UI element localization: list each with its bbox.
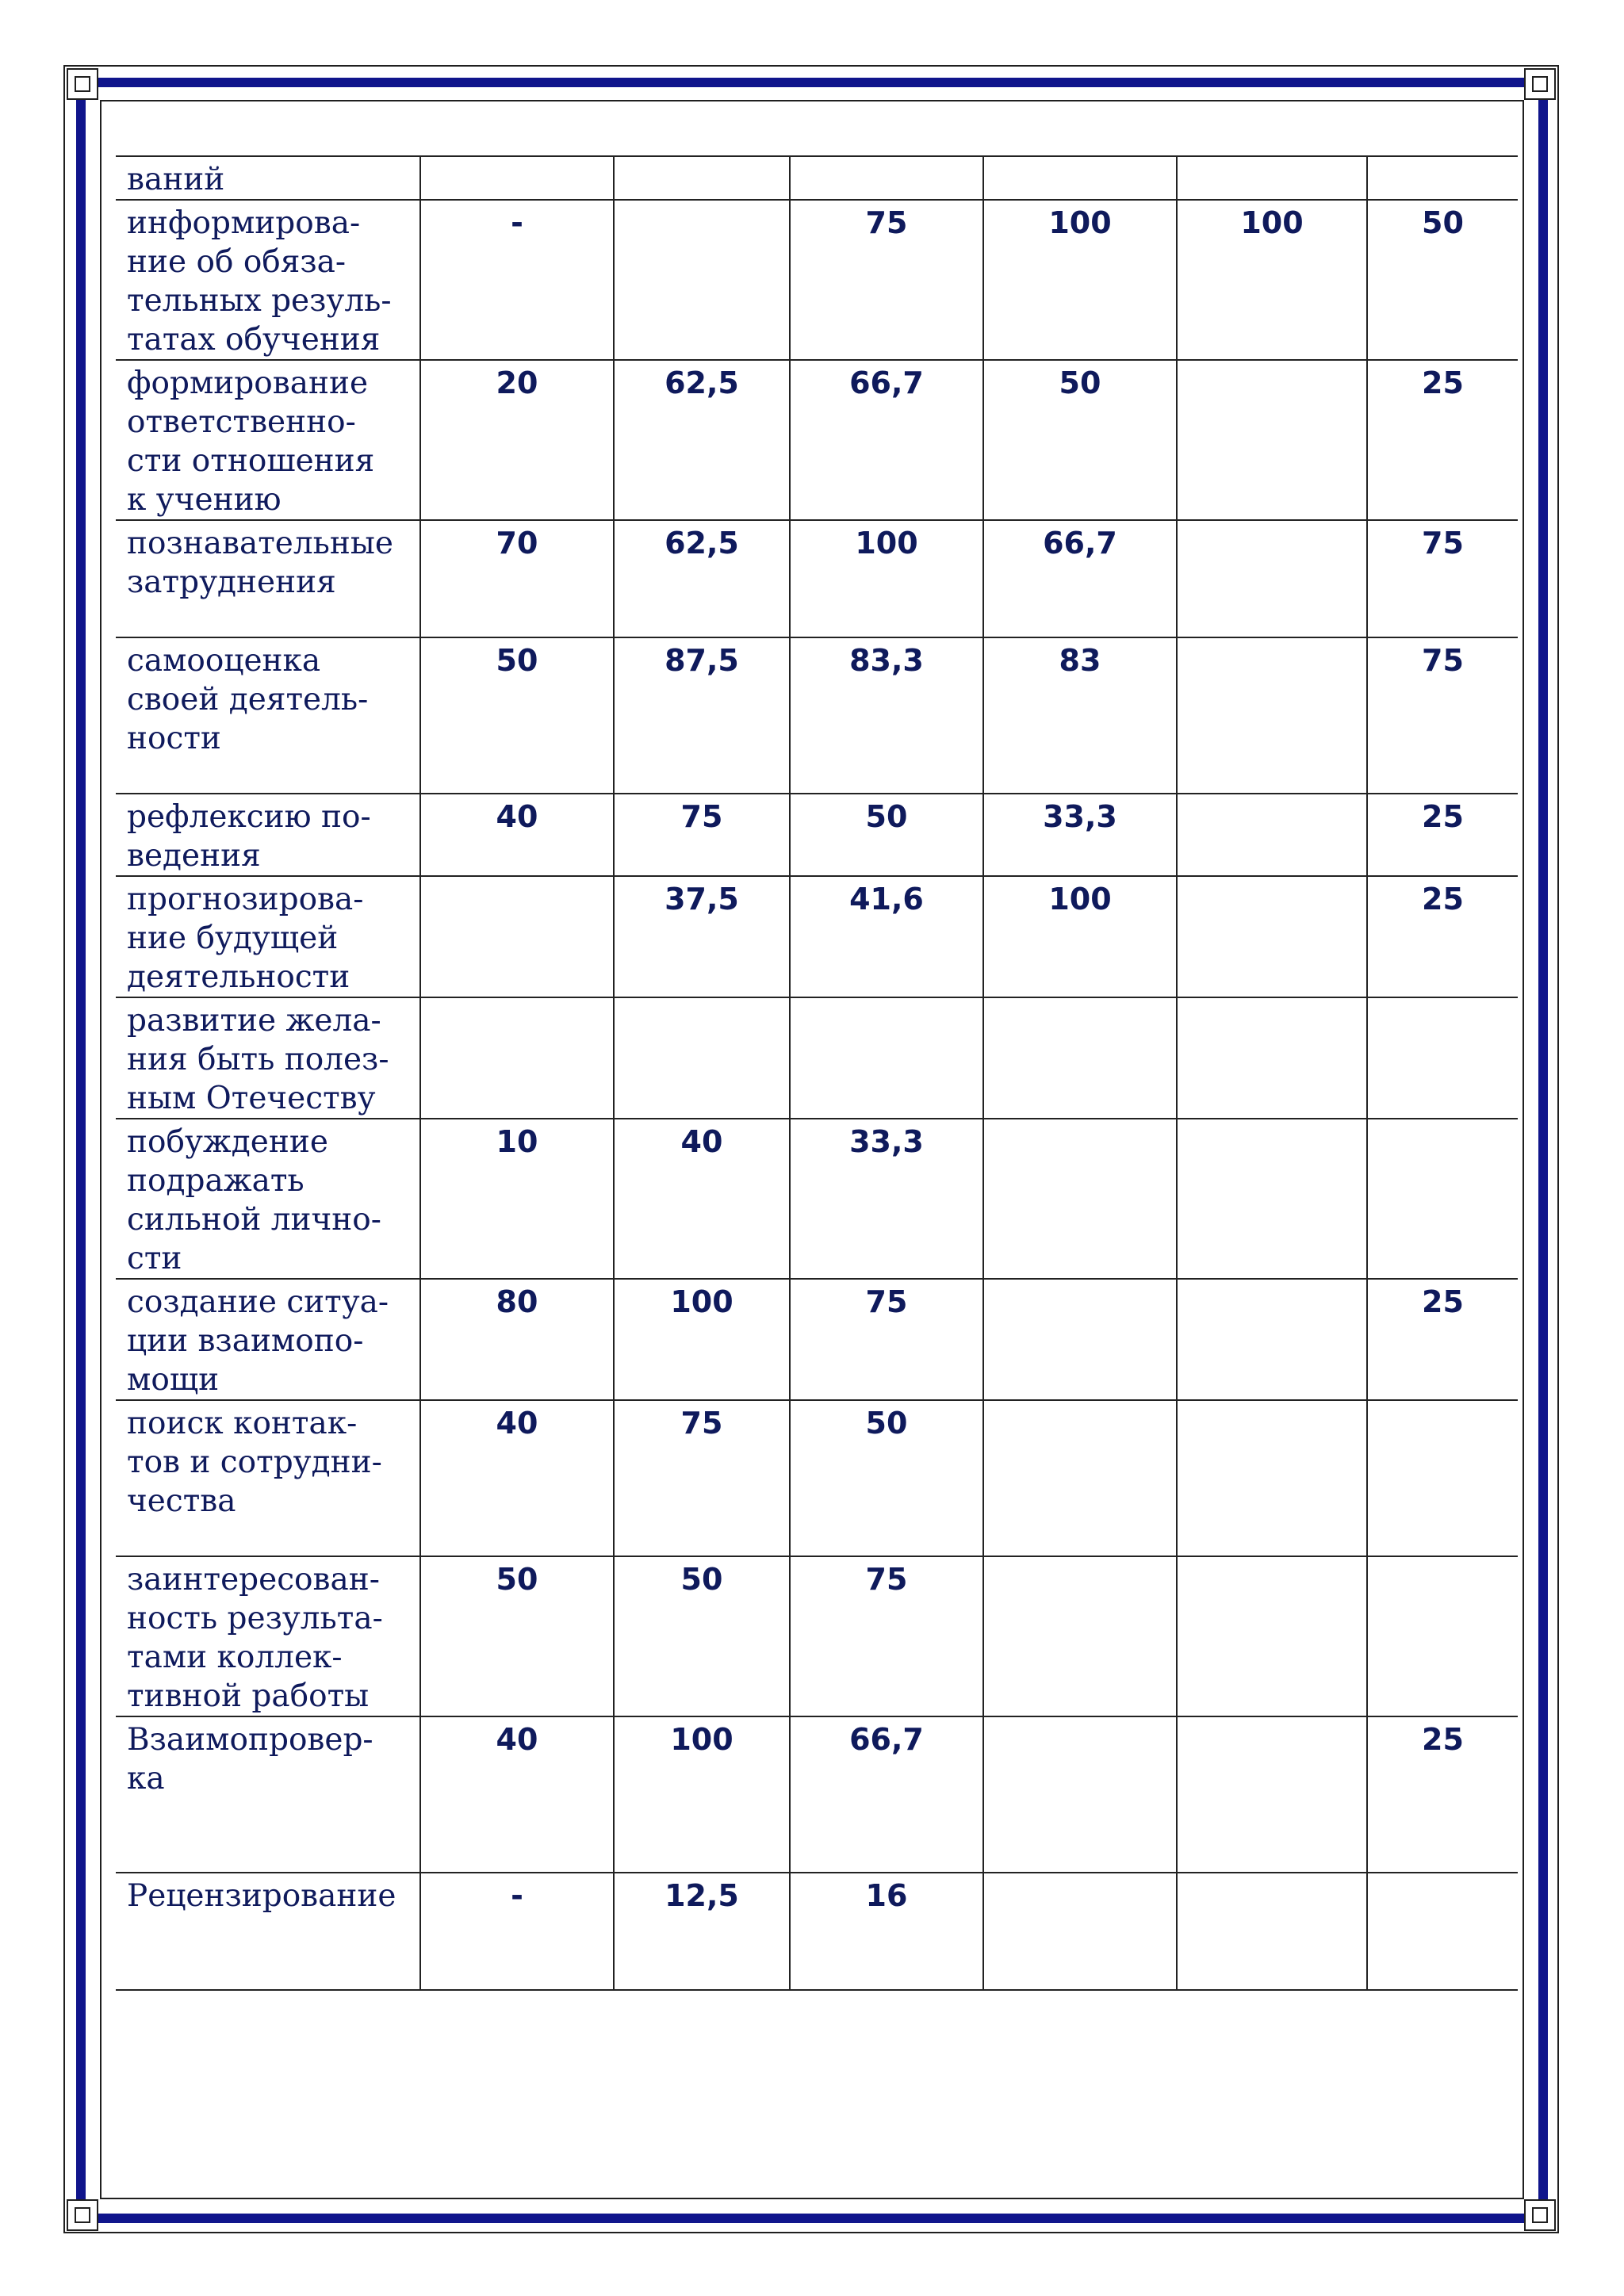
row-label-line: самооценка [127, 643, 321, 679]
value-cell: 33,3 [790, 1119, 983, 1279]
value-cell [1177, 1279, 1367, 1400]
row-label-line: тивной работы [127, 1678, 370, 1714]
frame-corner-ornament [67, 2199, 98, 2231]
value-cell: 40 [420, 794, 614, 876]
value-cell: 70 [420, 520, 614, 637]
value-cell: 83,3 [790, 637, 983, 794]
row-label-cell [116, 997, 420, 1119]
row-label-line: ным Отечеству [127, 1081, 376, 1116]
value-cell [1177, 794, 1367, 876]
value-cell: 100 [1177, 200, 1367, 360]
row-label-line: сти [127, 1241, 182, 1276]
value-cell [1177, 1716, 1367, 1873]
value-cell: 66,7 [790, 1716, 983, 1873]
value-cell [420, 876, 614, 997]
table-row [116, 200, 1518, 360]
row-label-line: поиск контак- [127, 1406, 358, 1441]
value-cell: 50 [983, 360, 1177, 520]
value-cell: 25 [1367, 1716, 1518, 1873]
value-cell: 50 [1367, 200, 1518, 360]
value-cell: 25 [1367, 794, 1518, 876]
table-row [116, 637, 1518, 794]
value-cell [1177, 637, 1367, 794]
row-label-line: ка [127, 1761, 165, 1797]
row-label-line: информирова- [127, 205, 361, 241]
row-label-cell [116, 876, 420, 997]
row-label-line: заинтересован- [127, 1562, 380, 1598]
value-cell [1367, 997, 1518, 1119]
value-cell: 25 [1367, 876, 1518, 997]
value-cell [983, 997, 1177, 1119]
value-cell: 66,7 [790, 360, 983, 520]
value-cell: 62,5 [614, 360, 790, 520]
row-label-line: тами коллек- [127, 1640, 343, 1675]
row-label-line: сильной лично- [127, 1202, 381, 1238]
value-cell: 50 [790, 1400, 983, 1556]
value-cell: 37,5 [614, 876, 790, 997]
row-label-line: к учению [127, 482, 282, 518]
row-label-line: подражать [127, 1163, 304, 1199]
table-row [116, 156, 1518, 200]
value-cell [1367, 1400, 1518, 1556]
value-cell [614, 156, 790, 200]
row-label-line: ции взаимопо- [127, 1323, 364, 1359]
value-cell [614, 200, 790, 360]
row-label-cell [116, 156, 420, 200]
value-cell [983, 156, 1177, 200]
value-cell: 75 [1367, 637, 1518, 794]
row-label-line: деятельности [127, 959, 350, 995]
value-cell [1177, 360, 1367, 520]
value-cell: 75 [1367, 520, 1518, 637]
table-row [116, 1556, 1518, 1716]
value-cell: 50 [420, 637, 614, 794]
table-row [116, 1400, 1518, 1556]
value-cell [983, 1119, 1177, 1279]
value-cell [1177, 997, 1367, 1119]
row-label-cell [116, 520, 420, 637]
value-cell [1177, 1119, 1367, 1279]
value-cell [1177, 156, 1367, 200]
value-cell: 10 [420, 1119, 614, 1279]
row-label-line: побуждение [127, 1124, 328, 1160]
row-label-line: создание ситуа- [127, 1284, 389, 1320]
value-cell: 50 [420, 1556, 614, 1716]
row-label-line: мощи [127, 1362, 220, 1398]
value-cell: 40 [420, 1716, 614, 1873]
row-label-line: ваний [127, 162, 225, 197]
table-row [116, 794, 1518, 876]
value-cell [1367, 1556, 1518, 1716]
row-label-cell [116, 1716, 420, 1873]
row-label-line: прогнозирова- [127, 882, 364, 917]
value-cell [790, 156, 983, 200]
value-cell: 62,5 [614, 520, 790, 637]
value-cell [1177, 520, 1367, 637]
value-cell: 50 [790, 794, 983, 876]
value-cell: 87,5 [614, 637, 790, 794]
value-cell: 100 [614, 1716, 790, 1873]
row-label-line: Взаимопровер- [127, 1722, 373, 1758]
row-label-cell [116, 794, 420, 876]
row-label-cell [116, 1400, 420, 1556]
value-cell: 25 [1367, 360, 1518, 520]
row-label-line: Рецензирование [127, 1878, 396, 1914]
value-cell [983, 1556, 1177, 1716]
value-cell: 75 [790, 200, 983, 360]
value-cell: 100 [790, 520, 983, 637]
value-cell: 75 [790, 1279, 983, 1400]
value-cell [420, 156, 614, 200]
table-row [116, 1873, 1518, 1990]
value-cell [1367, 1873, 1518, 1990]
frame-corner-ornament [1524, 68, 1556, 100]
row-label-line: ность результа- [127, 1601, 383, 1636]
value-cell: 41,6 [790, 876, 983, 997]
value-cell [790, 997, 983, 1119]
row-label-line: затруднения [127, 564, 336, 600]
row-label-line: своей деятель- [127, 682, 369, 718]
value-cell [1177, 876, 1367, 997]
results-table [116, 155, 1518, 1991]
row-label-line: ние будущей [127, 920, 339, 956]
value-cell: 75 [614, 1400, 790, 1556]
row-label-line: ности [127, 721, 221, 756]
row-label-line: рефлексию по- [127, 799, 371, 835]
table-row [116, 520, 1518, 637]
frame-corner-ornament [1524, 2199, 1556, 2231]
row-label-cell [116, 637, 420, 794]
value-cell [983, 1873, 1177, 1990]
row-label-line: ответственно- [127, 404, 356, 440]
value-cell [614, 997, 790, 1119]
row-label-line: ния быть полез- [127, 1042, 389, 1077]
table-row [116, 1119, 1518, 1279]
row-label-line: ведения [127, 838, 261, 874]
value-cell: 83 [983, 637, 1177, 794]
table-row [116, 360, 1518, 520]
row-label-cell [116, 360, 420, 520]
row-label-cell [116, 200, 420, 360]
value-cell: 75 [790, 1556, 983, 1716]
row-label-cell [116, 1873, 420, 1990]
value-cell: 40 [420, 1400, 614, 1556]
row-label-line: тов и сотрудни- [127, 1445, 382, 1480]
value-cell [1367, 156, 1518, 200]
row-label-cell [116, 1279, 420, 1400]
value-cell: 100 [614, 1279, 790, 1400]
value-cell: 100 [983, 876, 1177, 997]
row-label-cell [116, 1119, 420, 1279]
value-cell: 16 [790, 1873, 983, 1990]
row-label-line: татах обучения [127, 322, 381, 358]
value-cell [983, 1716, 1177, 1873]
value-cell [983, 1400, 1177, 1556]
value-cell: 12,5 [614, 1873, 790, 1990]
table-row [116, 876, 1518, 997]
table-row [116, 1716, 1518, 1873]
row-label-line: ние об обяза- [127, 244, 347, 280]
value-cell: 75 [614, 794, 790, 876]
value-cell [420, 997, 614, 1119]
value-cell: 80 [420, 1279, 614, 1400]
table-row [116, 997, 1518, 1119]
row-label-line: тельных резуль- [127, 283, 392, 319]
value-cell: 25 [1367, 1279, 1518, 1400]
value-cell: 66,7 [983, 520, 1177, 637]
value-cell [1177, 1873, 1367, 1990]
row-label-line: познавательные [127, 526, 393, 561]
value-cell [1177, 1400, 1367, 1556]
value-cell [1367, 1119, 1518, 1279]
row-label-line: сти отношения [127, 443, 375, 479]
value-cell [1177, 1556, 1367, 1716]
table-row [116, 1279, 1518, 1400]
row-label-cell [116, 1556, 420, 1716]
value-cell [983, 1279, 1177, 1400]
value-cell: - [420, 200, 614, 360]
value-cell: 20 [420, 360, 614, 520]
row-label-line: развитие жела- [127, 1003, 381, 1039]
value-cell: 50 [614, 1556, 790, 1716]
row-label-line: формирование [127, 365, 369, 401]
frame-corner-ornament [67, 68, 98, 100]
value-cell: - [420, 1873, 614, 1990]
value-cell: 33,3 [983, 794, 1177, 876]
value-cell: 40 [614, 1119, 790, 1279]
value-cell: 100 [983, 200, 1177, 360]
row-label-line: чества [127, 1483, 236, 1519]
